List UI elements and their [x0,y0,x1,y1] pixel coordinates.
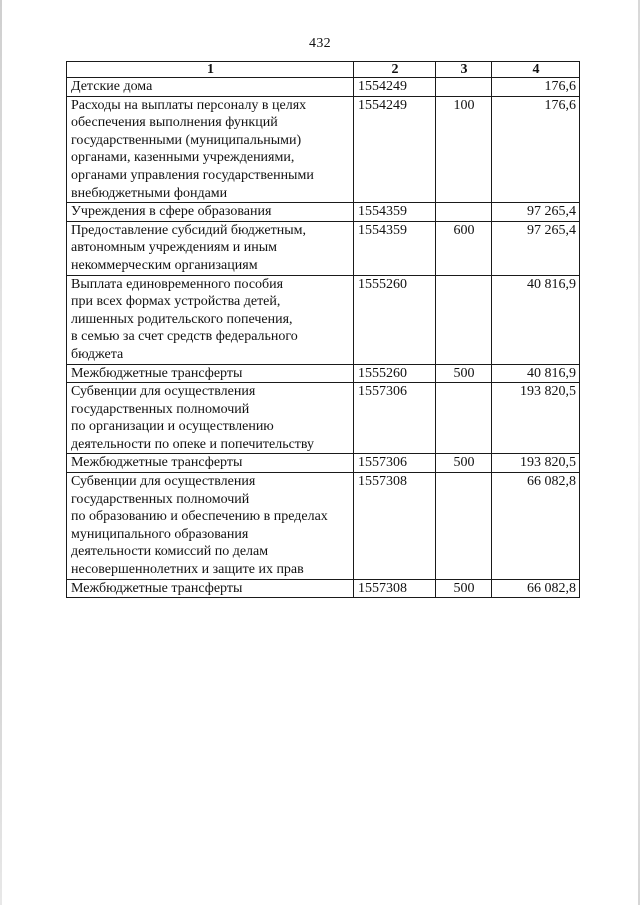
row-code-cell: 1557306 [354,383,436,454]
row-name-line: Предоставление субсидий бюджетным, [71,222,307,238]
row-name-line: Межбюджетные трансферты [71,580,243,596]
table-row [67,275,580,364]
row-code-cell: 1554249 [354,78,436,97]
row-type-cell [436,383,492,454]
row-code-cell: 1557308 [354,579,436,598]
row-name-cell [67,473,354,580]
row-amount-cell: 176,6 [492,78,580,97]
column-header-1: 1 [67,62,354,78]
row-amount-cell: 66 082,8 [492,579,580,598]
row-amount-cell: 176,6 [492,96,580,203]
row-name-cell [67,364,354,383]
row-name-line: муниципального образования [71,526,249,542]
row-name-line: Детские дома [71,79,153,94]
row-amount-cell: 97 265,4 [492,203,580,222]
row-code-cell: 1555260 [354,364,436,383]
row-code-cell: 1554359 [354,221,436,275]
table-header-row [67,62,580,78]
table-body [67,78,580,598]
row-name-cell [67,221,354,275]
row-code-cell: 1555260 [354,275,436,364]
table-row [67,383,580,454]
row-amount-cell: 193 820,5 [492,383,580,454]
table-row [67,203,580,222]
row-amount-cell: 193 820,5 [492,454,580,473]
table-row [67,78,580,97]
row-name-cell [67,96,354,203]
row-name-cell [67,78,354,97]
row-name-cell [67,454,354,473]
row-type-cell: 500 [436,364,492,383]
row-name-line: по организации и осуществлению [71,419,274,435]
table-row [67,364,580,383]
row-name-line: лишенных родительского попечения, [71,311,293,327]
row-name-cell [67,579,354,598]
column-header-2: 2 [354,62,436,78]
table-row [67,473,580,580]
row-name-line: Расходы на выплаты персоналу в целях [71,97,307,113]
row-code-cell: 1557306 [354,454,436,473]
row-name-cell [67,203,354,222]
row-name-line: государственных полномочий [71,491,250,507]
row-amount-cell: 40 816,9 [492,275,580,364]
row-name-line: автономным учреждениям и иным [71,240,278,256]
row-name-line: деятельности по опеке и попечительству [71,436,315,452]
row-name-line: некоммерческим организациям [71,257,258,273]
row-type-cell [436,275,492,364]
row-amount-cell: 40 816,9 [492,364,580,383]
budget-table [66,61,580,598]
row-name-line: в семью за счет средств федерального [71,329,298,345]
row-name-line: Межбюджетные трансферты [71,455,243,471]
table-row [67,221,580,275]
column-header-3: 3 [436,62,492,78]
row-type-cell [436,473,492,580]
row-type-cell [436,203,492,222]
row-name-line: государственных полномочий [71,401,250,417]
row-name-cell [67,275,354,364]
row-name-line: несовершеннолетних и защите их прав [71,562,304,578]
row-amount-cell: 97 265,4 [492,221,580,275]
table-row [67,96,580,203]
row-type-cell: 100 [436,96,492,203]
row-amount-cell: 66 082,8 [492,473,580,580]
row-name-line: органами управления государственными [71,167,314,183]
row-code-cell: 1554249 [354,96,436,203]
row-code-cell: 1554359 [354,203,436,222]
row-name-line: по образованию и обеспечению в пределах [71,509,328,525]
row-name-line: Субвенции для осуществления [71,474,256,490]
row-type-cell: 500 [436,454,492,473]
table-row [67,454,580,473]
page-number: 432 [309,36,331,51]
row-name-line: обеспечения выполнения функций [71,115,278,131]
table-row [67,579,580,598]
row-name-cell [67,383,354,454]
row-name-line: Субвенции для осуществления [71,384,256,400]
scan-edge-left [0,0,2,905]
row-name-line: государственными (муниципальными) [71,132,302,148]
row-name-line: внебюджетными фондами [71,185,228,201]
column-header-4: 4 [492,62,580,78]
row-name-line: деятельности комиссий по делам [71,544,269,560]
row-type-cell: 600 [436,221,492,275]
row-name-line: при всех формах устройства детей, [71,294,281,310]
row-type-cell: 500 [436,579,492,598]
row-type-cell [436,78,492,97]
row-name-line: Выплата единовременного пособия [71,276,284,292]
row-name-line: Учреждения в сфере образования [71,204,272,220]
row-code-cell: 1557308 [354,473,436,580]
row-name-line: Межбюджетные трансферты [71,365,243,381]
row-name-line: органами, казенными учреждениями, [71,150,295,166]
row-name-line: бюджета [71,346,124,362]
